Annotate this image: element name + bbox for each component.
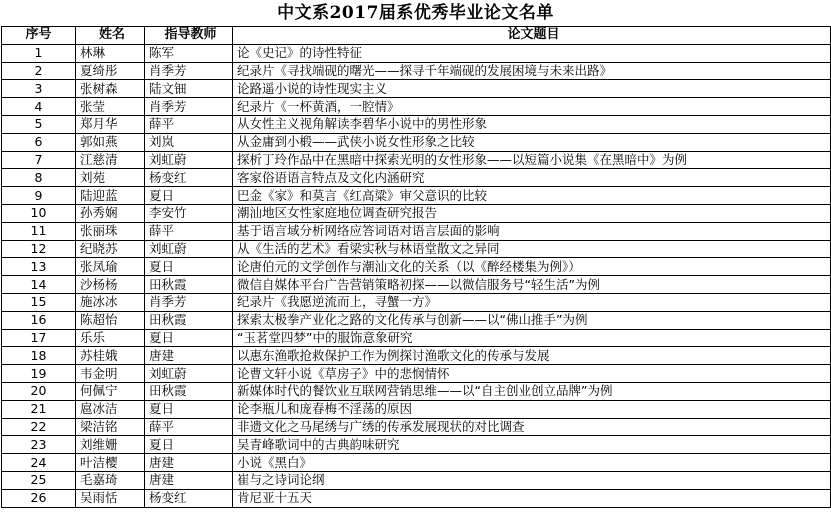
cell-advisor: 肖季芳 [145, 98, 233, 116]
cell-topic: 纪录片《寻找端砚的曙光——探寻千年端砚的发展困境与未来出路》 [233, 62, 831, 80]
cell-topic: “玉茗堂四梦”中的服饰意象研究 [233, 329, 831, 347]
cell-name: 郑月华 [76, 115, 145, 133]
cell-topic: 吴青峰歌词中的古典韵味研究 [233, 436, 831, 454]
cell-name: 陈超怡 [76, 311, 145, 329]
cell-topic: 小说《黑白》 [233, 454, 831, 472]
cell-num: 25 [2, 471, 76, 489]
table-row [2, 204, 831, 222]
cell-name: 叶洁樱 [76, 454, 145, 472]
cell-num: 1 [2, 44, 76, 62]
cell-advisor: 陈军 [145, 44, 233, 62]
cell-topic: 从金庸到小椴——武侠小说女性形象之比较 [233, 133, 831, 151]
cell-advisor: 唐建 [145, 471, 233, 489]
cell-topic: 探索太极拳产业化之路的文化传承与创新——以“佛山推手”为例 [233, 311, 831, 329]
cell-name: 张莹 [76, 98, 145, 116]
cell-num: 7 [2, 151, 76, 169]
cell-num: 22 [2, 418, 76, 436]
table-row [2, 329, 831, 347]
cell-advisor: 刘岚 [145, 133, 233, 151]
cell-name: 张凤瑜 [76, 258, 145, 276]
table-row [2, 436, 831, 454]
cell-num: 20 [2, 382, 76, 400]
cell-topic: 新媒体时代的餐饮业互联网营销思维——以“自主创业创立品牌”为例 [233, 382, 831, 400]
table-row [2, 115, 831, 133]
cell-name: 张树森 [76, 80, 145, 98]
cell-topic: 肯尼亚十五天 [233, 489, 831, 507]
table-row [2, 151, 831, 169]
table-row [2, 400, 831, 418]
cell-advisor: 夏日 [145, 436, 233, 454]
table-row [2, 258, 831, 276]
cell-advisor: 陆文钿 [145, 80, 233, 98]
page-title: 中文系2017届系优秀毕业论文名单 [277, 3, 554, 23]
cell-num: 3 [2, 80, 76, 98]
cell-topic: 从《生活的艺术》看梁实秋与林语堂散文之异同 [233, 240, 831, 258]
cell-name: 郭如燕 [76, 133, 145, 151]
cell-topic: 论路遥小说的诗性现实主义 [233, 80, 831, 98]
cell-advisor: 唐建 [145, 454, 233, 472]
cell-topic: 崔与之诗词论纲 [233, 471, 831, 489]
table-row [2, 133, 831, 151]
cell-name: 梁洁铭 [76, 418, 145, 436]
table-row [2, 169, 831, 187]
cell-topic: 论《史记》的诗性特征 [233, 44, 831, 62]
cell-topic: 纪录片《一杯黄酒，一腔情》 [233, 98, 831, 116]
cell-topic: 以惠东渔歌抢救保护工作为例探讨渔歌文化的传承与发展 [233, 347, 831, 365]
cell-topic: 论李瓶儿和庞春梅不淫荡的原因 [233, 400, 831, 418]
cell-advisor: 薛平 [145, 222, 233, 240]
cell-topic: 论曹文轩小说《草房子》中的悲悯情怀 [233, 365, 831, 383]
cell-advisor: 刘虹蔚 [145, 151, 233, 169]
cell-topic: 论唐伯元的文学创作与潮汕文化的关系（以《醉经楼集为例》） [233, 258, 831, 276]
header-advisor: 指导教师 [145, 27, 233, 45]
cell-name: 刘维姗 [76, 436, 145, 454]
cell-num: 13 [2, 258, 76, 276]
cell-num: 4 [2, 98, 76, 116]
cell-advisor: 肖季芳 [145, 293, 233, 311]
cell-advisor: 李安竹 [145, 204, 233, 222]
header-name: 姓名 [76, 27, 145, 45]
cell-name: 林琳 [76, 44, 145, 62]
cell-num: 19 [2, 365, 76, 383]
cell-name: 施冰冰 [76, 293, 145, 311]
table-row [2, 62, 831, 80]
table-header-row [2, 27, 831, 45]
cell-name: 江慈清 [76, 151, 145, 169]
cell-name: 夏绮彤 [76, 62, 145, 80]
cell-topic: 巴金《家》和莫言《红高粱》审父意识的比较 [233, 187, 831, 205]
cell-num: 11 [2, 222, 76, 240]
table-row [2, 347, 831, 365]
cell-name: 沙杨杨 [76, 276, 145, 294]
cell-advisor: 杨变红 [145, 489, 233, 507]
table-row [2, 222, 831, 240]
cell-num: 16 [2, 311, 76, 329]
cell-name: 吴雨恬 [76, 489, 145, 507]
cell-topic: 非遗文化之马尾绣与广绣的传承发展现状的对比调查 [233, 418, 831, 436]
cell-topic: 从女性主义视角解读李碧华小说中的男性形象 [233, 115, 831, 133]
cell-name: 何佩宁 [76, 382, 145, 400]
cell-num: 18 [2, 347, 76, 365]
cell-topic: 基于语言域分析网络应答词语对语言层面的影响 [233, 222, 831, 240]
cell-name: 乐乐 [76, 329, 145, 347]
cell-advisor: 夏日 [145, 258, 233, 276]
cell-advisor: 夏日 [145, 187, 233, 205]
cell-advisor: 薛平 [145, 418, 233, 436]
table-row [2, 454, 831, 472]
table-row [2, 187, 831, 205]
cell-advisor: 薛平 [145, 115, 233, 133]
cell-name: 毛嘉琦 [76, 471, 145, 489]
cell-num: 10 [2, 204, 76, 222]
cell-topic: 探析丁玲作品中在黑暗中探索光明的女性形象——以短篇小说集《在黑暗中》为例 [233, 151, 831, 169]
cell-topic: 微信自媒体平台广告营销策略初探——以微信服务号“轻生活”为例 [233, 276, 831, 294]
cell-num: 5 [2, 115, 76, 133]
cell-num: 17 [2, 329, 76, 347]
cell-name: 扈冰洁 [76, 400, 145, 418]
cell-num: 6 [2, 133, 76, 151]
cell-num: 9 [2, 187, 76, 205]
cell-num: 26 [2, 489, 76, 507]
cell-num: 2 [2, 62, 76, 80]
cell-name: 张丽珠 [76, 222, 145, 240]
header-topic: 论文题目 [233, 27, 831, 45]
cell-topic: 纪录片《我愿逆流而上，寻蟹一方》 [233, 293, 831, 311]
cell-num: 24 [2, 454, 76, 472]
cell-advisor: 刘虹蔚 [145, 365, 233, 383]
cell-num: 15 [2, 293, 76, 311]
cell-name: 韦金明 [76, 365, 145, 383]
cell-num: 14 [2, 276, 76, 294]
cell-advisor: 田秋霞 [145, 382, 233, 400]
cell-advisor: 夏日 [145, 329, 233, 347]
cell-name: 苏桂娥 [76, 347, 145, 365]
cell-advisor: 杨变红 [145, 169, 233, 187]
table-row [2, 293, 831, 311]
table-row [2, 418, 831, 436]
cell-advisor: 田秋霞 [145, 276, 233, 294]
cell-num: 12 [2, 240, 76, 258]
table-row [2, 80, 831, 98]
cell-advisor: 肖季芳 [145, 62, 233, 80]
cell-advisor: 唐建 [145, 347, 233, 365]
table-row [2, 276, 831, 294]
cell-advisor: 刘虹蔚 [145, 240, 233, 258]
cell-num: 23 [2, 436, 76, 454]
table-row [2, 98, 831, 116]
header-num: 序号 [2, 27, 76, 45]
cell-name: 孙秀娴 [76, 204, 145, 222]
thesis-list-table [1, 26, 831, 508]
table-row [2, 382, 831, 400]
cell-num: 8 [2, 169, 76, 187]
cell-advisor: 夏日 [145, 400, 233, 418]
cell-name: 刘苑 [76, 169, 145, 187]
cell-name: 陆迎蓝 [76, 187, 145, 205]
table-row [2, 240, 831, 258]
cell-advisor: 田秋霞 [145, 311, 233, 329]
table-row [2, 489, 831, 507]
table-row [2, 365, 831, 383]
table-row [2, 311, 831, 329]
cell-name: 纪晓苏 [76, 240, 145, 258]
cell-num: 21 [2, 400, 76, 418]
table-row [2, 471, 831, 489]
cell-topic: 客家俗语语言特点及文化内涵研究 [233, 169, 831, 187]
table-row [2, 44, 831, 62]
cell-topic: 潮汕地区女性家庭地位调查研究报告 [233, 204, 831, 222]
